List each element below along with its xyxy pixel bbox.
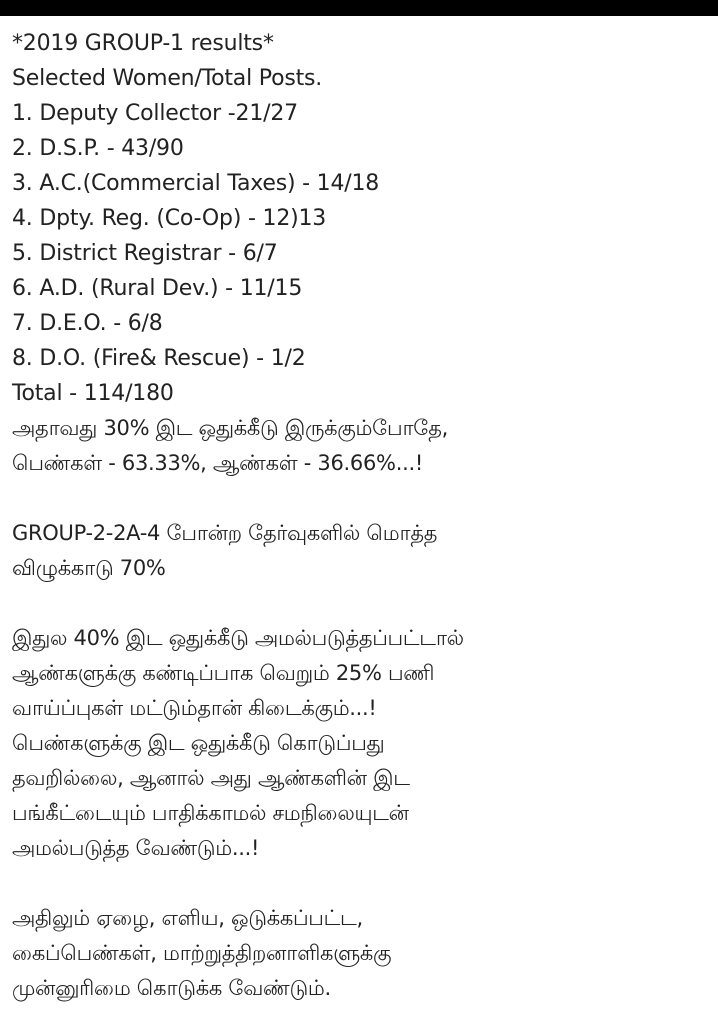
list-item: 7. D.E.O. - 6/8 <box>12 311 163 336</box>
paragraph-3-line: பங்கீட்டையும் பாதிக்காமல் சமநிலையுடன் <box>12 801 409 825</box>
paragraph-3-line: ஆண்களுக்கு கண்டிப்பாக வெறும் 25% பணி <box>12 661 435 685</box>
blank-line <box>12 481 710 516</box>
paragraph-2-line: GROUP-2-2A-4 போன்ற தேர்வுகளில் மொத்த <box>12 521 438 545</box>
results-subheading: Selected Women/Total Posts. <box>12 66 323 91</box>
paragraph-4-line: கைப்பெண்கள், மாற்றுத்திறனாளிகளுக்கு <box>12 941 392 965</box>
list-item: 8. D.O. (Fire& Rescue) - 1/2 <box>12 346 306 371</box>
paragraph-2-line: விழுக்காடு 70% <box>12 556 166 580</box>
list-item: 1. Deputy Collector -21/27 <box>12 101 298 126</box>
list-item: 2. D.S.P. - 43/90 <box>12 136 184 161</box>
list-item: 4. Dpty. Reg. (Co-Op) - 12)13 <box>12 206 327 231</box>
blank-line <box>12 866 710 901</box>
paragraph-1-line: அதாவது 30% இட ஒதுக்கீடு இருக்கும்போதே, <box>12 416 448 440</box>
top-status-bar <box>0 0 718 16</box>
paragraph-4-line: அதிலும் ஏழை, எளிய, ஒடுக்கப்பட்ட, <box>12 906 363 930</box>
blank-line <box>12 586 710 621</box>
paragraph-3-line: அமல்படுத்த வேண்டும்...! <box>12 836 260 860</box>
list-item: 3. A.C.(Commercial Taxes) - 14/18 <box>12 171 380 196</box>
paragraph-3-line: பெண்களுக்கு இட ஒதுக்கீடு கொடுப்பது <box>12 731 385 755</box>
list-item: 5. District Registrar - 6/7 <box>12 241 278 266</box>
paragraph-3-line: வாய்ப்புகள் மட்டும்தான் கிடைக்கும்...! <box>12 696 377 720</box>
list-item: 6. A.D. (Rural Dev.) - 11/15 <box>12 276 303 301</box>
results-heading: *2019 GROUP-1 results* <box>12 31 274 56</box>
paragraph-4-line: முன்னுரிமை கொடுக்க வேண்டும். <box>12 976 331 1000</box>
total-line: Total - 114/180 <box>12 381 174 406</box>
paragraph-3-line: இதுல 40% இட ஒதுக்கீடு அமல்படுத்தப்பட்டால் <box>12 626 464 650</box>
paragraph-1-line: பெண்கள் - 63.33%, ஆண்கள் - 36.66%...! <box>12 451 423 475</box>
message-text <box>12 26 710 1006</box>
paragraph-3-line: தவறில்லை, ஆனால் அது ஆண்களின் இட <box>12 766 410 790</box>
